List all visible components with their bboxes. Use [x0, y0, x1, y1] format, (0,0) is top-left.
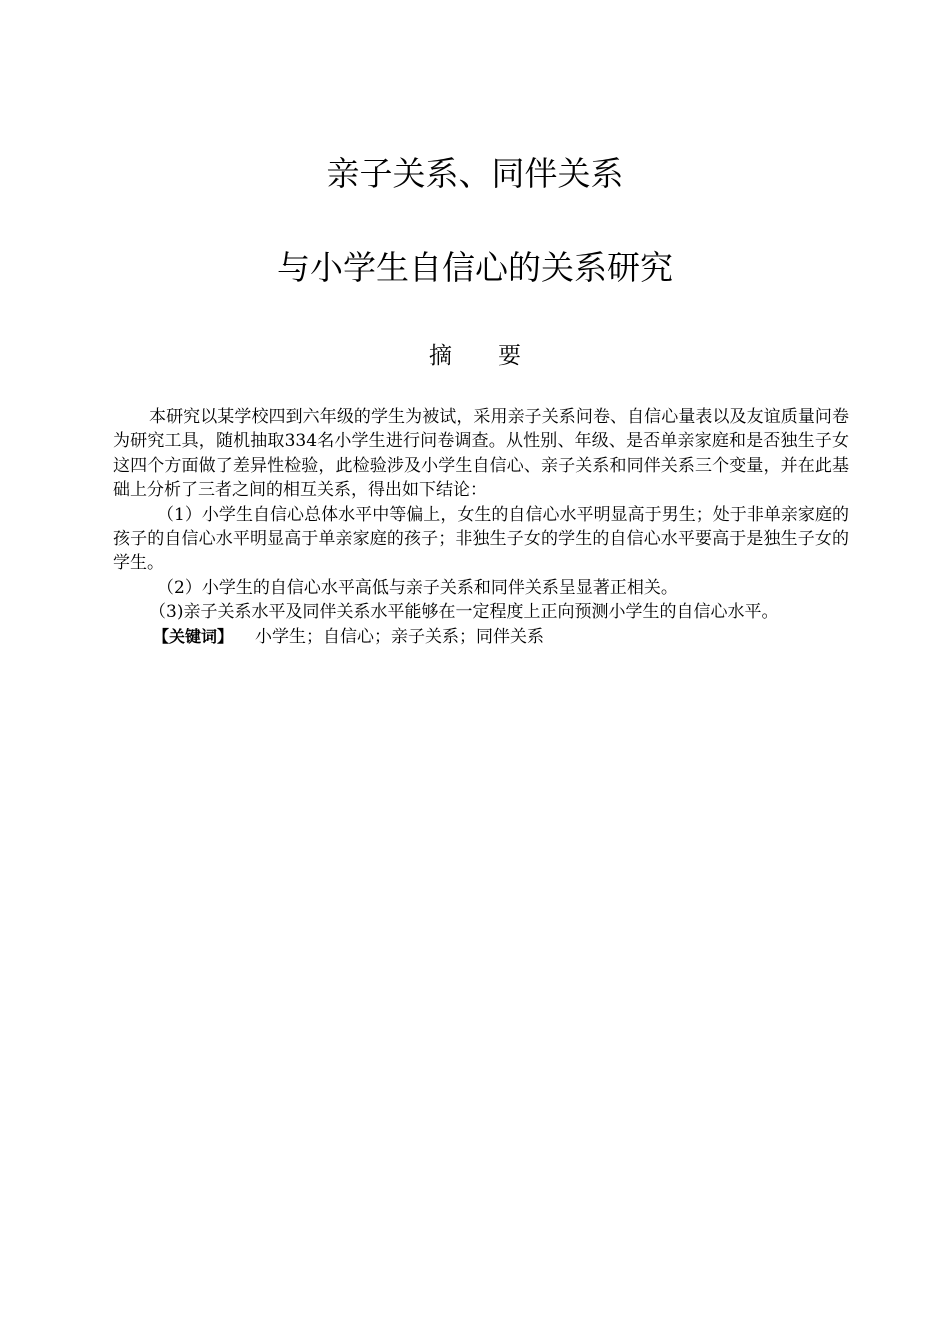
keywords-line: [113, 625, 849, 649]
conclusion-2: （2）小学生的自信心水平高低与亲子关系和同伴关系呈显著正相关。: [157, 577, 678, 598]
conclusion-3: （3)亲子关系水平及同伴关系水平能够在一定程度上正向预测小学生的自信心水平。: [149, 602, 779, 623]
abstract-heading: 摘 要: [429, 343, 521, 369]
title-line-1: 亲子关系、同伴关系: [326, 154, 624, 193]
abstract-body: [113, 405, 849, 649]
title-line-2: 与小学生自信心的关系研究: [277, 248, 673, 287]
keywords-label: 【关键词】: [153, 626, 234, 646]
conclusion-1: （1）小学生自信心总体水平中等偏上，女生的自信心水平明显高于男生；处于非单亲家庭的孩子的自信心水平明显高于单亲家庭的孩子；非独生子女的学生的自信心水平要高于是独生子女的学生。: [113, 504, 849, 574]
keywords-text: 小学生；自信心；亲子关系；同伴关系: [255, 626, 545, 647]
abstract-paragraph: 本研究以某学校四到六年级的学生为被试，采用亲子关系问卷、自信心量表以及友谊质量问卷为研究工具，随机抽取334名小学生进行问卷调查。从性别、年级、是否单亲家庭和是否独生子女这四个方面做了差异性检验，此检验涉及小学生自信心、亲子关系和同伴关系三个变量，并在此基础上分析了三者之间的相互关系，得出如下结论：: [113, 407, 849, 501]
